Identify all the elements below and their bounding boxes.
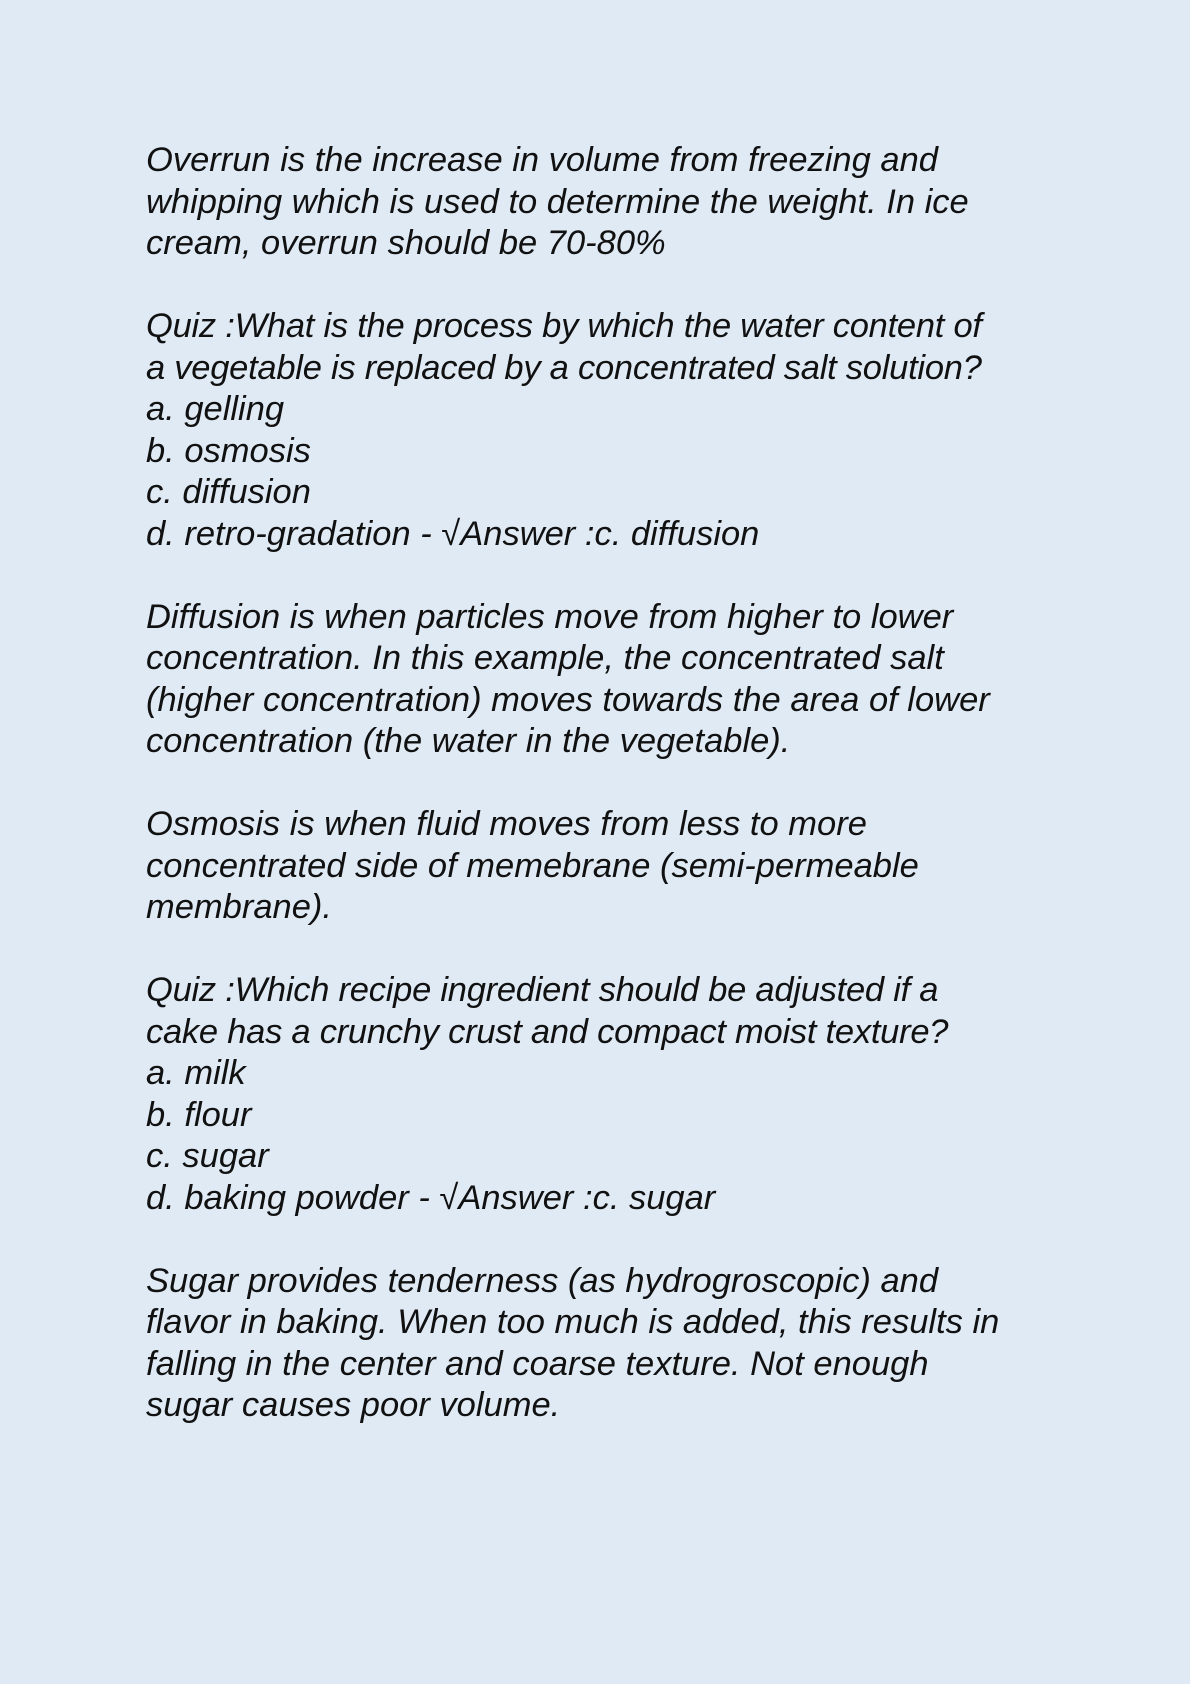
text-line: Overrun is the increase in volume from freezing and bbox=[146, 141, 938, 179]
quiz-option: a. gelling bbox=[146, 390, 285, 428]
quiz-option: b. flour bbox=[146, 1095, 252, 1134]
text-line: cream, overrun should be 70-80% bbox=[146, 224, 666, 262]
text-line: concentration (the water in the vegetable). bbox=[146, 722, 791, 760]
document-page bbox=[146, 140, 1076, 1468]
quiz-option: b. osmosis bbox=[146, 431, 311, 470]
text-line: cake has a crunchy crust and compact moist texture? bbox=[146, 1012, 949, 1051]
text-line: concentration. In this example, the concentrated salt bbox=[146, 639, 944, 677]
text-line: a vegetable is replaced by a concentrated salt solution? bbox=[146, 348, 982, 387]
text-line: sugar causes poor volume. bbox=[146, 1386, 561, 1424]
quiz-1 bbox=[146, 306, 1076, 555]
text-line: flavor in baking. When too much is added, this results in bbox=[146, 1303, 1000, 1341]
text-line: whipping which is used to determine the weight. In ice bbox=[146, 182, 969, 221]
text-line: membrane). bbox=[146, 888, 332, 926]
text-line: Quiz :What is the process by which the water content of bbox=[146, 307, 982, 345]
quiz-options bbox=[146, 1053, 1076, 1219]
quiz-option-with-answer: d. retro-gradation - √Answer :c. diffusion bbox=[146, 514, 760, 553]
text-line: Diffusion is when particles move from higher to lower bbox=[146, 597, 954, 636]
text-line: Osmosis is when fluid moves from less to more bbox=[146, 805, 867, 843]
text-line: (higher concentration) moves towards the area of lower bbox=[146, 680, 990, 719]
quiz-option: c. diffusion bbox=[146, 473, 311, 511]
text-line: Sugar provides tenderness (as hydrogroscopic) and bbox=[146, 1261, 939, 1300]
quiz-option: a. milk bbox=[146, 1054, 246, 1092]
paragraph-diffusion bbox=[146, 597, 1076, 763]
quiz-question bbox=[146, 306, 1076, 389]
text-line: Quiz :Which recipe ingredient should be adjusted if a bbox=[146, 971, 939, 1009]
paragraph-osmosis bbox=[146, 804, 1076, 929]
text-line: falling in the center and coarse texture. Not enough bbox=[146, 1344, 929, 1383]
quiz-option: c. sugar bbox=[146, 1137, 269, 1175]
text-line: concentrated side of memebrane (semi-permeable bbox=[146, 846, 919, 885]
paragraph-sugar bbox=[146, 1261, 1076, 1427]
quiz-options bbox=[146, 389, 1076, 555]
quiz-question bbox=[146, 970, 1076, 1053]
quiz-2 bbox=[146, 970, 1076, 1219]
quiz-option-with-answer: d. baking powder - √Answer :c. sugar bbox=[146, 1178, 716, 1217]
paragraph-overrun bbox=[146, 140, 1076, 265]
